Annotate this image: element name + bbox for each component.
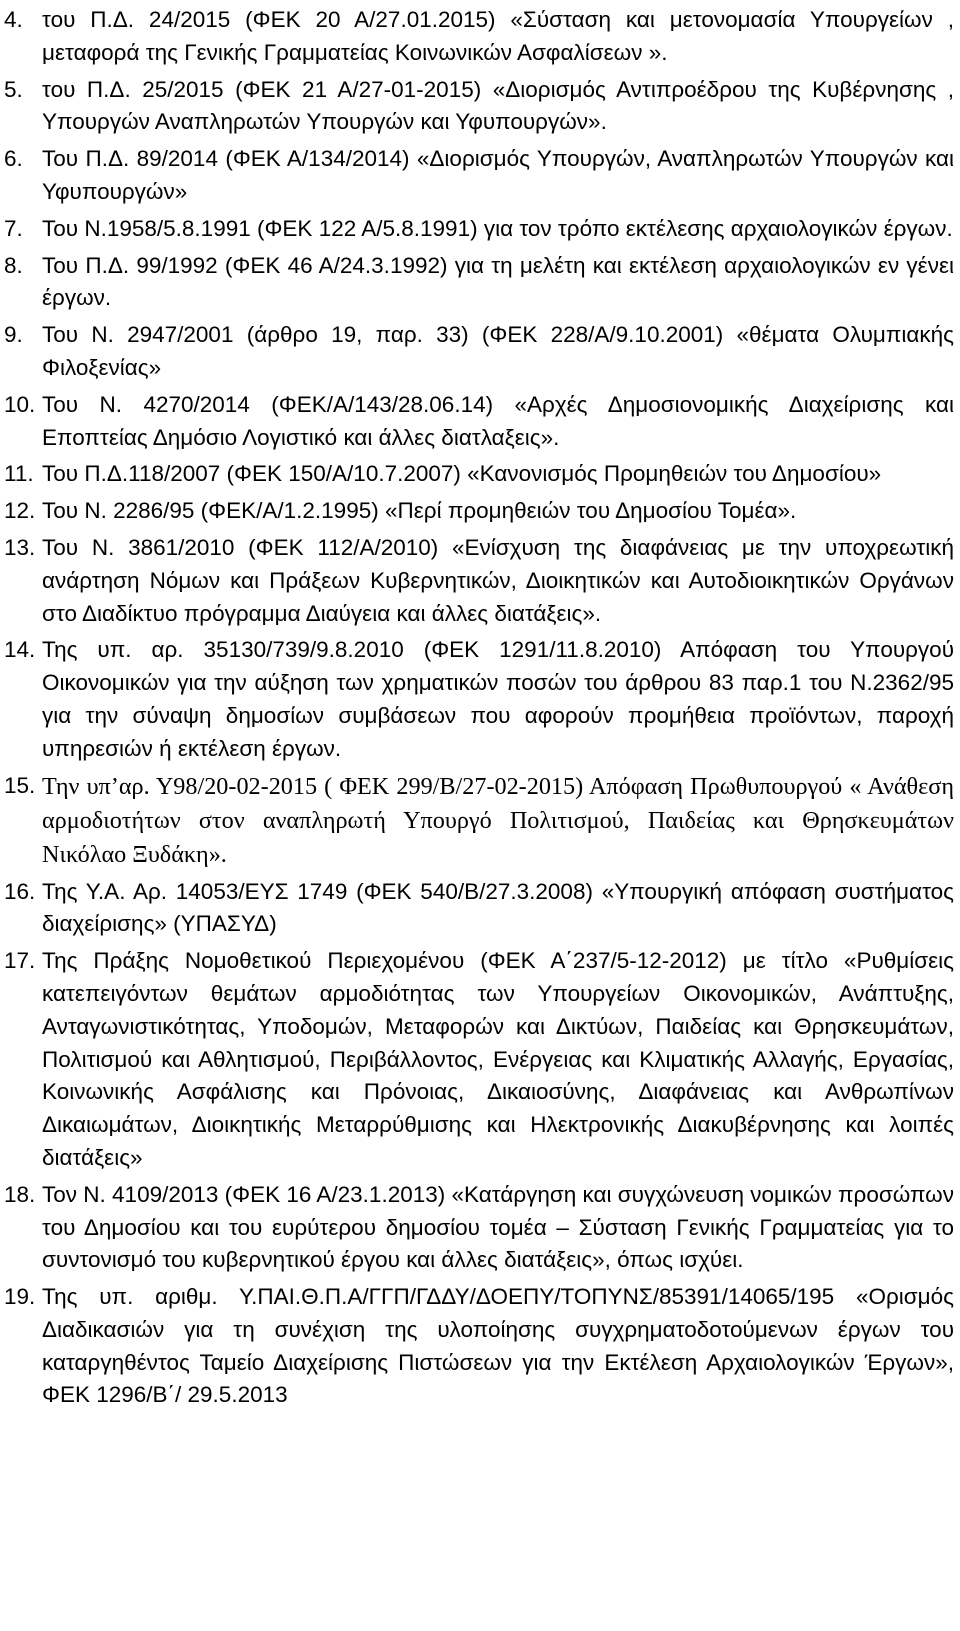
- item-text: Του Ν.1958/5.8.1991 (ΦΕΚ 122 Α/5.8.1991) για τον τρόπο εκτέλεσης αρχαιολογικών έργων.: [42, 215, 953, 241]
- item-number: 6.: [4, 146, 23, 172]
- item-number: 17.: [4, 948, 36, 974]
- item-number: 8.: [4, 252, 23, 278]
- list-item: [4, 1179, 954, 1277]
- item-text: Του Π.Δ.118/2007 (ΦΕΚ 150/Α/10.7.2007) «Κανονισμός Προμηθειών του Δημοσίου»: [42, 461, 882, 487]
- item-text: Της Υ.Α. Αρ. 14053/ΕΥΣ 1749 (ΦΕΚ 540/Β/27.3.2008) «Υπουργική απόφαση συστήματος διαχείρισης» (ΥΠΑΣΥΔ): [42, 878, 954, 937]
- item-number: 16.: [4, 878, 36, 904]
- item-number: 5.: [4, 76, 23, 102]
- item-text: Του Ν. 4270/2014 (ΦΕΚ/Α/143/28.06.14) «Αρχές Δημοσιονομικής Διαχείρισης και Εποπτείας Δημόσιο Λογιστικό και άλλες διατλαξεις».: [42, 391, 954, 450]
- list-item: [4, 458, 954, 491]
- item-number: 4.: [4, 7, 23, 32]
- item-number: 15.: [4, 772, 36, 798]
- item-text: Τον Ν. 4109/2013 (ΦΕΚ 16 Α/23.1.2013) «Κατάργηση και συγχώνευση νομικών προσώπων του Δημοσίου και του ευρύτερου δημοσίου τομέα – Σύσταση Γενικής Γραμματείας για το συντονισμό του κυβερνητικού έργου και άλλες διατάξεις», όπως ισχύει.: [42, 1181, 954, 1273]
- list-item: [4, 4, 954, 70]
- list-item: [4, 770, 954, 872]
- list-item: [4, 1281, 954, 1412]
- item-number: 18.: [4, 1181, 36, 1207]
- list-item: [4, 495, 954, 528]
- item-number: 14.: [4, 637, 36, 663]
- list-item: [4, 74, 954, 140]
- list-item: [4, 143, 954, 209]
- list-item: [4, 319, 954, 385]
- list-item: [4, 876, 954, 942]
- list-item: [4, 213, 954, 246]
- item-text: Του Π.Δ. 99/1992 (ΦΕΚ 46 Α/24.3.1992) για τη μελέτη και εκτέλεση αρχαιολογικών εν γένει έργων.: [42, 252, 954, 311]
- list-item: [4, 532, 954, 630]
- item-text: Του Π.Δ. 89/2014 (ΦΕΚ Α/134/2014) «Διορισμός Υπουργών, Αναπληρωτών Υπουργών και Υφυπουργών»: [42, 146, 954, 204]
- list-item: [4, 634, 954, 765]
- item-text: Του Ν. 2286/95 (ΦΕΚ/Α/1.2.1995) «Περί προμηθειών του Δημοσίου Τομέα».: [42, 498, 797, 524]
- item-number: 13.: [4, 534, 36, 560]
- item-text: του Π.Δ. 25/2015 (ΦΕΚ 21 Α/27-01-2015) «Διορισμός Αντιπροέδρου της Κυβέρνησης , Υπουργών Αναπληρωτών Υπουργών και Υφυπουργών».: [42, 76, 954, 135]
- list-item: [4, 945, 954, 1175]
- item-number: 19.: [4, 1284, 36, 1310]
- item-number: 9.: [4, 322, 23, 348]
- item-text: Της υπ. αριθμ. Υ.ΠΑΙ.Θ.Π.Α/ΓΓΠ/ΓΔΔΥ/ΔΟΕΠΥ/ΤΟΠΥΝΣ/85391/14065/195 «Ορισμός Διαδικασιών για τη συνέχιση της υλοποίησης συγχρηματοδοτούμενων έργων του καταργηθέντος Ταμείο Διαχείρισης Πιστώσεων για την Εκτέλεση Αρχαιολογικών Έργων», ΦΕΚ 1296/Β΄/ 29.5.2013: [42, 1284, 954, 1408]
- item-text: Της Πράξης Νομοθετικού Περιεχομένου (ΦΕΚ Α΄237/5-12-2012) με τίτλο «Ρυθμίσεις κατεπειγόντων θεμάτων αρμοδιότητας των Υπουργείων Οικονομικών, Ανάπτυξης, Ανταγωνιστικότητας, Υποδομών, Μεταφορών και Δικτύων, Παιδείας και Θρησκευμάτων, Πολιτισμού και Αθλητισμού, Περιβάλλοντος, Ενέργειας και Κλιματικής Αλλαγής, Εργασίας, Κοινωνικής Ασφάλισης και Πρόνοιας, Δικαιοσύνης, Διαφάνειας και Ανθρωπίνων Δικαιωμάτων, Διοικητικής Μεταρρύθμισης και Ηλεκτρονικής Διακυβέρνησης και λοιπές διατάξεις»: [42, 948, 954, 1170]
- item-text: του Π.Δ. 24/2015 (ΦΕΚ 20 Α/27.01.2015) «Σύσταση και μετονομασία Υπουργείων , μεταφορά της Γενικής Γραμματείας Κοινωνικών Ασφαλίσεων ».: [42, 7, 954, 65]
- item-text: Του Ν. 3861/2010 (ΦΕΚ 112/Α/2010) «Ενίσχυση της διαφάνειας με την υποχρεωτική ανάρτηση Νόμων και Πράξεων Κυβερνητικών, Διοικητικών και Αυτοδιοικητικών Οργάνων στο Διαδίκτυο πρόγραμμα Διαύγεια και άλλες διατάξεις».: [42, 534, 954, 626]
- item-number: 10.: [4, 391, 36, 417]
- item-text: Του Ν. 2947/2001 (άρθρο 19, παρ. 33) (ΦΕΚ 228/Α/9.10.2001) «θέματα Ολυμπιακής Φιλοξενίας»: [42, 322, 954, 380]
- item-number: 12.: [4, 498, 36, 524]
- item-text: Της υπ. αρ. 35130/739/9.8.2010 (ΦΕΚ 1291/11.8.2010) Απόφαση του Υπουργού Οικονομικών για την αύξηση των χρηματικών ποσών του άρθρου 83 παρ.1 του Ν.2362/95 για την σύναψη δημοσίων συμβάσεων που αφορούν προμήθεια προϊόντων, παροχή υπηρεσιών ή εκτέλεση έργων.: [42, 637, 954, 761]
- list-item: [4, 389, 954, 455]
- item-number: 7.: [4, 215, 23, 241]
- list-item: [4, 250, 954, 316]
- item-text: Την υπ’αρ. Υ98/20-02-2015 ( ΦΕΚ 299/Β/27-02-2015) Απόφαση Πρωθυπουργού « Ανάθεση αρμοδιοτήτων στον αναπληρωτή Υπουργό Πολιτισμού, Παιδείας και Θρησκευμάτων Νικόλαο Ξυδάκη».: [42, 772, 954, 868]
- item-number: 11.: [4, 461, 34, 487]
